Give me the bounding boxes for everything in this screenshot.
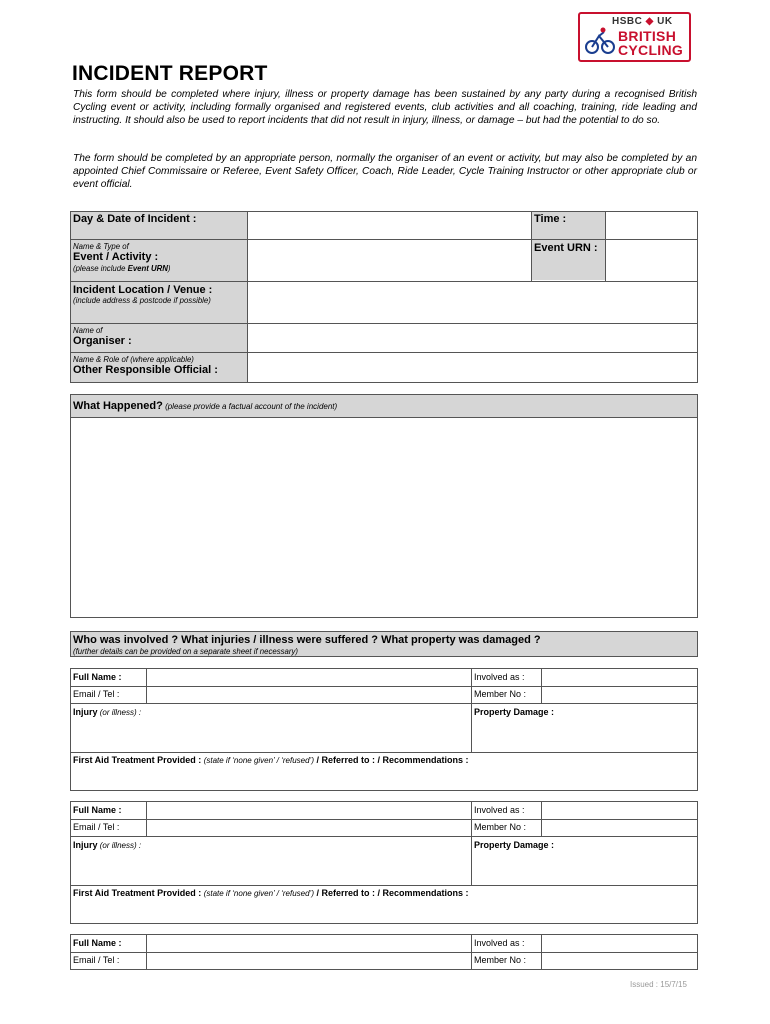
time-label: Time : — [534, 213, 567, 225]
injury-field[interactable] — [71, 718, 471, 752]
member-no-field[interactable] — [542, 953, 697, 969]
page-title: INCIDENT REPORT — [72, 62, 268, 85]
location-note: (include address & postcode if possible) — [73, 296, 211, 305]
involved-as-field[interactable] — [542, 935, 697, 952]
first-aid-field[interactable] — [71, 899, 697, 923]
first-aid-label: First Aid Treatment Provided : (state if ‘none given’ / ‘refused’) / Referred to : / Recommendations : — [73, 888, 469, 898]
member-no-label: Member No : — [474, 822, 527, 832]
organiser-small-label: Name of — [73, 326, 103, 335]
email-tel-label: Email / Tel : — [73, 955, 120, 965]
email-tel-field[interactable] — [147, 953, 471, 969]
logo-line1: BRITISH — [618, 28, 677, 44]
event-urn-field[interactable] — [606, 240, 697, 281]
member-no-label: Member No : — [474, 955, 527, 965]
intro-paragraph-2: The form should be completed by an appropriate person, normally the organiser of an event or activity, but may also be completed by an appointed Chief Commissaire or Referee, Event Safety Officer, Coach, Ride Leader, Cycle Training Instructor or other appropriate club or event official. — [73, 153, 697, 190]
organiser-field[interactable] — [248, 324, 697, 352]
event-label: Event / Activity : — [73, 251, 159, 263]
event-small-label: Name & Type of — [73, 242, 129, 251]
full-name-field[interactable] — [147, 802, 471, 819]
member-no-field[interactable] — [542, 687, 697, 703]
involved-as-field[interactable] — [542, 669, 697, 686]
email-tel-field[interactable] — [147, 820, 471, 836]
what-happened-field[interactable] — [70, 417, 698, 618]
what-happened-label: What Happened? (please provide a factual account of the incident) — [73, 400, 338, 412]
event-urn-label: Event URN : — [534, 242, 598, 254]
who-involved-note: (further details can be provided on a separate sheet if necessary) — [73, 647, 298, 656]
details-divider — [531, 211, 532, 281]
logo-hsbc-text: HSBC ◆ UK — [612, 16, 673, 27]
logo-line2: CYCLING — [618, 42, 684, 58]
time-field[interactable] — [606, 212, 697, 239]
who-involved-label: Who was involved ? What injuries / illness were suffered ? What property was damaged ? — [73, 634, 541, 646]
injury-label: Injury (or illness) : — [73, 707, 142, 717]
involved-as-label: Involved as : — [474, 672, 525, 682]
member-no-label: Member No : — [474, 689, 527, 699]
property-damage-label: Property Damage : — [474, 840, 555, 850]
involved-as-label: Involved as : — [474, 938, 525, 948]
full-name-label: Full Name : — [73, 672, 122, 682]
full-name-label: Full Name : — [73, 805, 122, 815]
official-small-label: Name & Role of (where applicable) — [73, 355, 194, 364]
intro-paragraph-1: This form should be completed where injury, illness or property damage has been sustained by any party during a recognised British Cycling event or activity, including formally organised and registered events, club activities and all coaching, training, ride leading and instructing. It should also be used to report incidents that did not result in injury, illness, or damage – but had the potential to do so. — [73, 89, 697, 126]
full-name-field[interactable] — [147, 669, 471, 686]
involved-as-field[interactable] — [542, 802, 697, 819]
property-damage-field[interactable] — [472, 851, 697, 885]
injury-label: Injury (or illness) : — [73, 840, 142, 850]
first-aid-label: First Aid Treatment Provided : (state if ‘none given’ / ‘refused’) / Referred to : / Recommendations : — [73, 755, 469, 765]
official-field[interactable] — [248, 353, 697, 382]
organiser-label: Organiser : — [73, 335, 132, 347]
member-no-field[interactable] — [542, 820, 697, 836]
event-field[interactable] — [248, 240, 531, 281]
issued-date: Issued : 15/7/15 — [630, 980, 687, 989]
event-note: (please include Event URN) — [73, 264, 171, 273]
full-name-label: Full Name : — [73, 938, 122, 948]
location-field[interactable] — [248, 282, 697, 323]
involved-as-label: Involved as : — [474, 805, 525, 815]
injury-field[interactable] — [71, 851, 471, 885]
location-label: Incident Location / Venue : — [73, 284, 213, 296]
british-cycling-logo — [578, 12, 691, 62]
property-damage-field[interactable] — [472, 718, 697, 752]
official-label: Other Responsible Official : — [73, 364, 218, 376]
day-date-label: Day & Date of Incident : — [73, 213, 197, 225]
email-tel-field[interactable] — [147, 687, 471, 703]
day-date-field[interactable] — [248, 212, 531, 239]
full-name-field[interactable] — [147, 935, 471, 952]
first-aid-field[interactable] — [71, 766, 697, 790]
email-tel-label: Email / Tel : — [73, 822, 120, 832]
property-damage-label: Property Damage : — [474, 707, 555, 717]
email-tel-label: Email / Tel : — [73, 689, 120, 699]
cyclist-icon — [584, 26, 616, 56]
